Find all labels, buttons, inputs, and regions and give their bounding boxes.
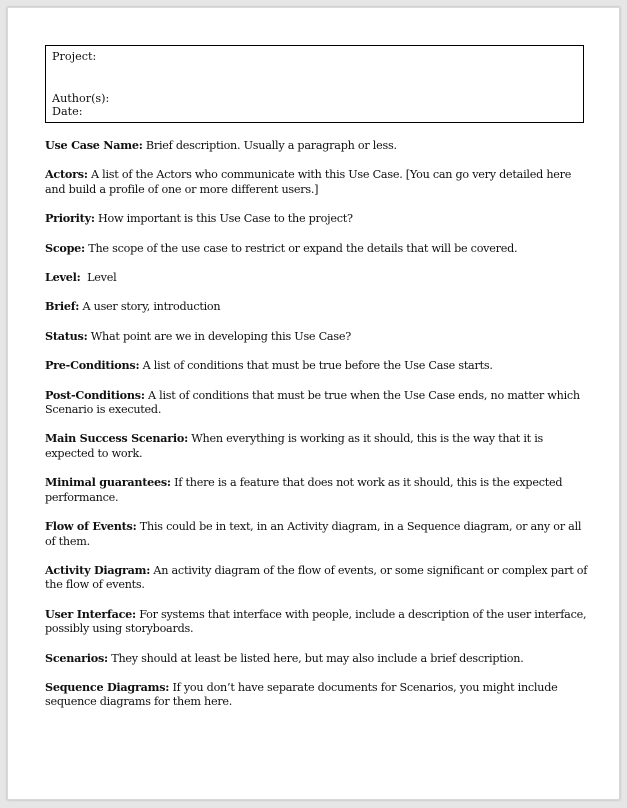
date-label: Date: xyxy=(52,105,83,118)
field-label: Actors: xyxy=(45,167,88,182)
field-label: Flow of Events: xyxy=(45,519,137,534)
project-label: Project: xyxy=(52,50,97,63)
field-label: User Interface: xyxy=(45,606,136,621)
document-page xyxy=(7,7,620,800)
field-brief xyxy=(45,299,593,314)
field-label: Brief: xyxy=(45,299,80,314)
field-sequence-diagrams xyxy=(45,680,593,710)
field-text: A list of the Actors who communicate with this Use Case. [You can go very detailed here and build a profile of one or more different users.] xyxy=(45,168,572,196)
field-label: Scenarios: xyxy=(45,650,108,665)
field-text: A user story, introduction xyxy=(79,300,221,314)
field-priority xyxy=(45,211,593,226)
field-label: Sequence Diagrams: xyxy=(45,679,170,694)
field-use-case-name xyxy=(45,138,593,153)
field-flow-of-events xyxy=(45,519,593,549)
field-activity-diagram xyxy=(45,563,593,593)
field-label: Priority: xyxy=(45,211,95,226)
author-label: Author(s): xyxy=(52,92,110,105)
field-text: Level xyxy=(80,271,117,285)
field-text: What point are we in developing this Use Case? xyxy=(87,329,351,343)
field-text: Brief description. Usually a paragraph or less. xyxy=(142,139,397,152)
field-text: The scope of the use case to restrict or expand the details that will be covered. xyxy=(84,241,518,255)
field-label: Post-Conditions: xyxy=(45,387,145,402)
field-level xyxy=(45,270,593,285)
field-scope xyxy=(45,241,593,256)
field-scenarios xyxy=(45,651,593,666)
field-label: Main Success Scenario: xyxy=(45,431,188,446)
field-user-interface xyxy=(45,607,593,637)
field-label: Minimal guarantees: xyxy=(45,475,171,490)
field-text: For systems that interface with people, include a description of the user interface, possibly using storyboards. xyxy=(45,607,587,636)
field-label: Status: xyxy=(45,328,88,343)
field-text: When everything is working as it should, this is the way that it is expected to work. xyxy=(45,432,544,460)
field-status xyxy=(45,329,593,344)
field-text: If you don’t have separate documents for Scenarios, you might include sequence diagrams for them here. xyxy=(45,680,558,709)
use-case-fields xyxy=(45,138,593,724)
field-label: Activity Diagram: xyxy=(45,562,151,577)
field-actors xyxy=(45,167,593,197)
field-text: This could be in text, in an Activity diagram, in a Sequence diagram, or any or all of them. xyxy=(45,520,582,548)
field-label: Pre-Conditions: xyxy=(45,358,140,373)
field-text: They should at least be listed here, but may also include a brief description. xyxy=(107,651,524,665)
field-text: If there is a feature that does not work as it should, this is the expected performance. xyxy=(45,476,563,504)
field-main-success-scenario xyxy=(45,431,593,461)
field-text: An activity diagram of the flow of events, or some significant or complex part of the flow of events. xyxy=(45,563,588,592)
field-minimal-guarantees xyxy=(45,475,593,505)
field-label: Level: xyxy=(45,270,81,285)
field-label: Scope: xyxy=(45,240,85,255)
field-post-conditions xyxy=(45,388,593,418)
field-pre-conditions xyxy=(45,358,593,373)
field-label: Use Case Name: xyxy=(45,138,143,152)
field-text: How important is this Use Case to the project? xyxy=(94,212,353,226)
field-text: A list of conditions that must be true when the Use Case ends, no matter which Scenario is executed. xyxy=(45,388,580,417)
field-text: A list of conditions that must be true before the Use Case starts. xyxy=(139,359,493,373)
project-info-box xyxy=(45,45,584,123)
